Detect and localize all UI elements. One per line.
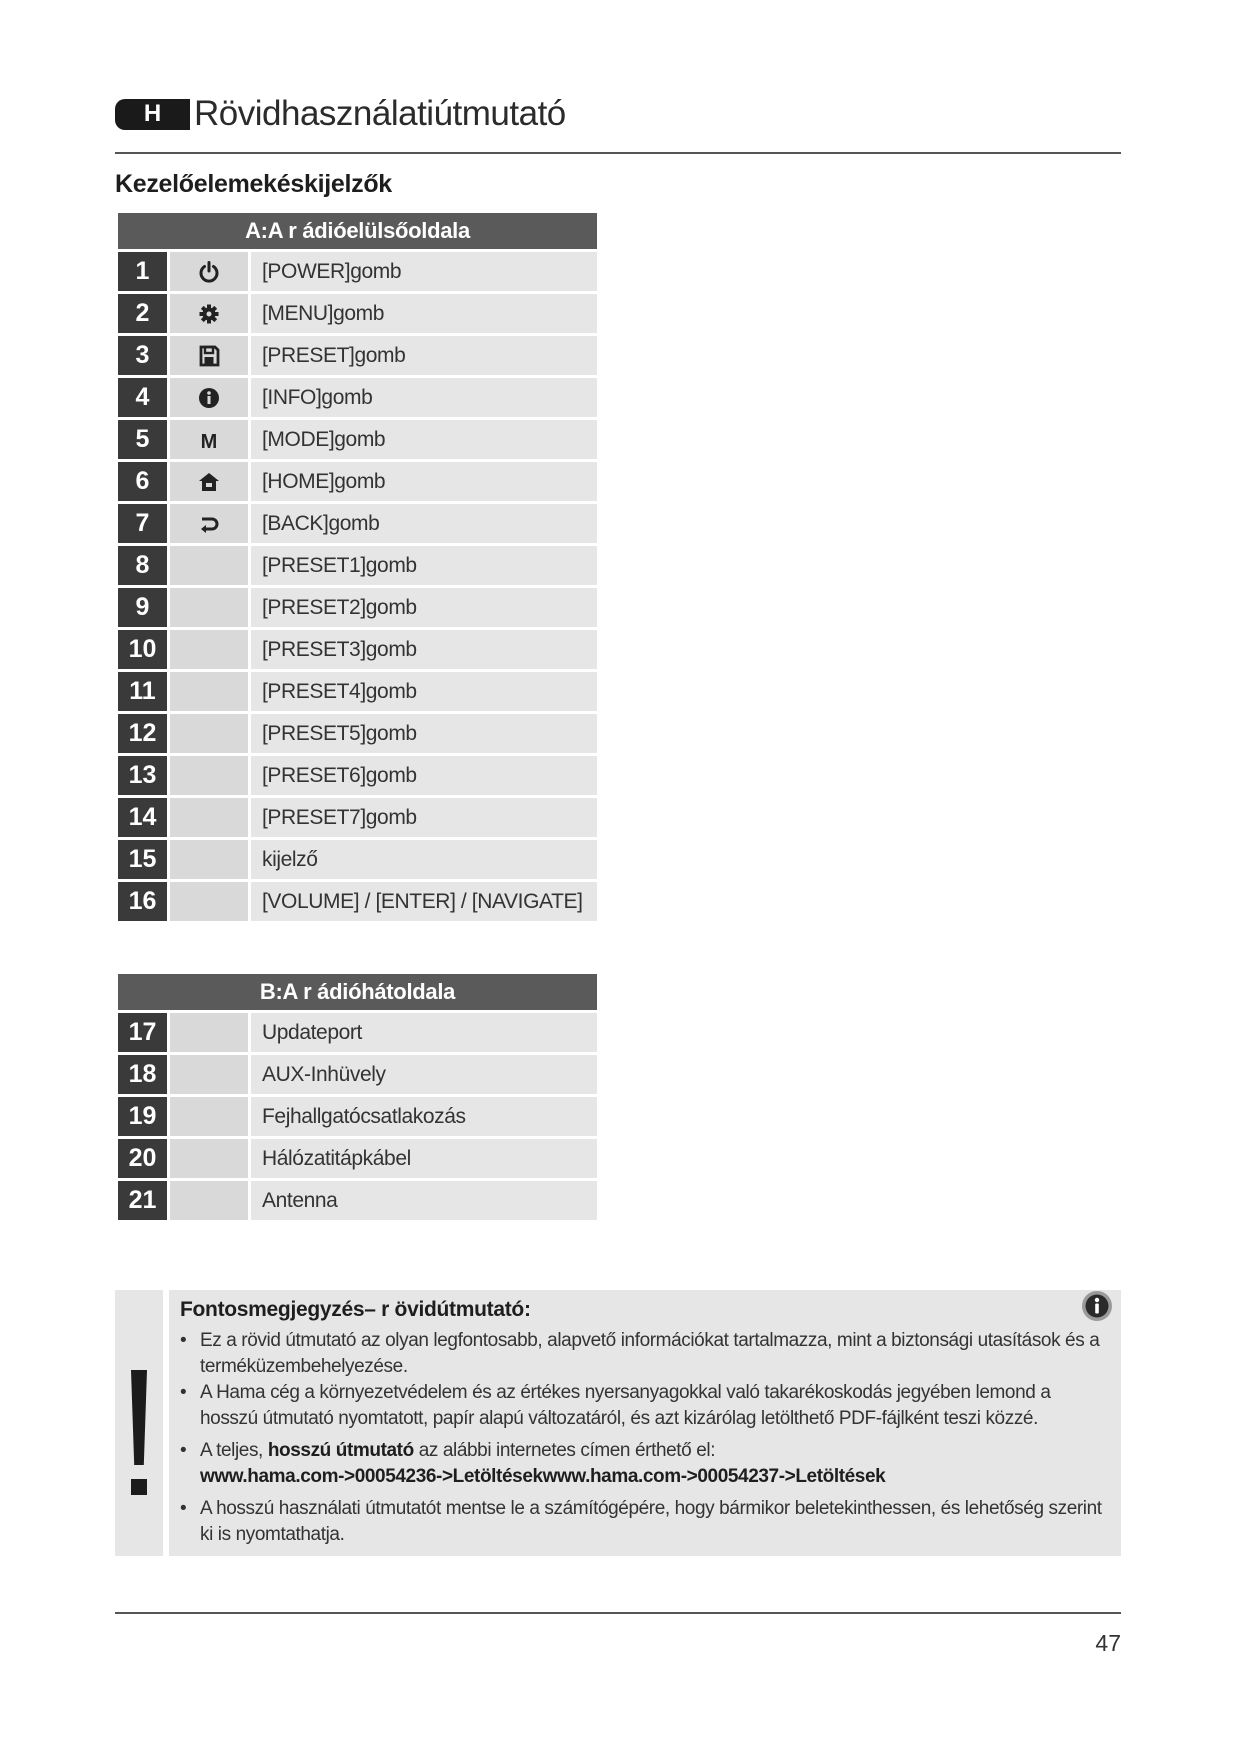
row-label: [BACK]gomb	[251, 504, 597, 543]
row-icon-cell	[170, 1055, 248, 1094]
table-row	[118, 1097, 597, 1136]
row-icon-cell	[170, 714, 248, 753]
table-row	[118, 504, 597, 543]
table-a-heading: A:A r ádióelülsőoldala	[118, 213, 597, 249]
important-note	[115, 1290, 1121, 1556]
row-icon-cell	[170, 588, 248, 627]
row-number: 6	[118, 462, 167, 501]
table-row	[118, 1055, 597, 1094]
row-number: 13	[118, 756, 167, 795]
row-icon-cell	[170, 462, 248, 501]
table-row	[118, 630, 597, 669]
row-label: [PRESET7]gomb	[251, 798, 597, 837]
row-number: 16	[118, 882, 167, 921]
row-icon-cell	[170, 630, 248, 669]
table-row	[118, 336, 597, 375]
row-icon-cell	[170, 672, 248, 711]
row-label: AUX-Inhüvely	[251, 1055, 597, 1094]
table-row	[118, 420, 597, 459]
table-row	[118, 882, 597, 921]
row-number: 10	[118, 630, 167, 669]
table-row	[118, 756, 597, 795]
row-icon-cell	[170, 294, 248, 333]
row-icon-cell	[170, 1097, 248, 1136]
table-row	[118, 1181, 597, 1220]
row-label: [PRESET3]gomb	[251, 630, 597, 669]
row-icon-cell	[170, 378, 248, 417]
table-row	[118, 546, 597, 585]
page-header	[115, 92, 566, 136]
power-icon	[197, 260, 221, 284]
row-number: 5	[118, 420, 167, 459]
row-label: Updateport	[251, 1013, 597, 1052]
table-row	[118, 588, 597, 627]
row-number: 12	[118, 714, 167, 753]
table-row	[118, 672, 597, 711]
row-icon-cell	[170, 336, 248, 375]
info-circle-icon	[1081, 1290, 1113, 1322]
row-icon-cell	[170, 840, 248, 879]
note-bullet-2: • A Hama cég a környezetvédelem és az értékes nyersanyagokkal való takarékoskodás jegyében lemond a hosszú útmutató nyomtatott, papír alapú változatáról, és azt kizárólag letölthető PDF-fájlként teszi közzé.	[180, 1382, 1051, 1429]
row-icon-cell	[170, 1013, 248, 1052]
row-label: Hálózatitápkábel	[251, 1139, 597, 1178]
row-number: 21	[118, 1181, 167, 1220]
row-label: [INFO]gomb	[251, 378, 597, 417]
row-label: [PRESET5]gomb	[251, 714, 597, 753]
row-label: Antenna	[251, 1181, 597, 1220]
row-label: [PRESET6]gomb	[251, 756, 597, 795]
gear-icon	[197, 302, 221, 326]
row-label: [MODE]gomb	[251, 420, 597, 459]
note-body	[169, 1290, 1121, 1556]
table-row	[118, 714, 597, 753]
note-warning-bar	[115, 1290, 163, 1556]
row-label: kijelző	[251, 840, 597, 879]
row-number: 14	[118, 798, 167, 837]
table-row	[118, 1013, 597, 1052]
row-icon-cell	[170, 546, 248, 585]
note-bullet-1: • Ez a rövid útmutató az olyan legfontosabb, alapvető információkat tartalmazza, mint a biztonsági utasítások és a terméküzembehelyezése.	[180, 1330, 1100, 1377]
mode-icon	[197, 428, 221, 452]
home-icon	[197, 470, 221, 494]
row-icon-cell	[170, 252, 248, 291]
row-number: 20	[118, 1139, 167, 1178]
row-icon-cell	[170, 1181, 248, 1220]
row-number: 15	[118, 840, 167, 879]
header-divider	[115, 152, 1121, 154]
row-label: [PRESET]gomb	[251, 336, 597, 375]
table-b-heading: B:A r ádióhátoldala	[118, 974, 597, 1010]
row-label: [PRESET4]gomb	[251, 672, 597, 711]
note-bullet-3: • A teljes, hosszú útmutató az alábbi internetes címen érthető el: www.hama.com->00054236->Letöltésekwww.hama.com->00054237->Letöltések	[180, 1440, 886, 1487]
row-number: 18	[118, 1055, 167, 1094]
download-link[interactable]: www.hama.com->00054236->Letöltésekwww.hama.com->00054237->Letöltések	[200, 1466, 886, 1487]
info-icon	[197, 386, 221, 410]
save-icon	[197, 344, 221, 368]
table-front-panel	[118, 213, 597, 924]
row-number: 3	[118, 336, 167, 375]
table-row	[118, 1139, 597, 1178]
row-label: Fejhallgatócsatlakozás	[251, 1097, 597, 1136]
table-row	[118, 252, 597, 291]
table-back-panel	[118, 974, 597, 1223]
language-badge: H	[115, 99, 190, 130]
page-number: 47	[1095, 1630, 1121, 1656]
row-icon-cell	[170, 1139, 248, 1178]
footer-divider	[115, 1612, 1121, 1614]
exclamation-icon	[130, 1370, 148, 1495]
row-number: 17	[118, 1013, 167, 1052]
row-number: 2	[118, 294, 167, 333]
row-icon-cell	[170, 798, 248, 837]
row-number: 11	[118, 672, 167, 711]
table-row	[118, 840, 597, 879]
row-icon-cell	[170, 882, 248, 921]
row-icon-cell	[170, 756, 248, 795]
row-number: 9	[118, 588, 167, 627]
row-label: [POWER]gomb	[251, 252, 597, 291]
row-number: 19	[118, 1097, 167, 1136]
row-icon-cell	[170, 420, 248, 459]
note-title: Fontosmegjegyzés– r övidútmutató:	[180, 1298, 531, 1321]
svg-text:M: M	[200, 430, 218, 452]
row-icon-cell	[170, 504, 248, 543]
table-row	[118, 462, 597, 501]
row-number: 8	[118, 546, 167, 585]
note-bullet-4: • A hosszú használati útmutatót mentse le a számítógépére, hogy bármikor beletekinthessen, és lehetőség szerint ki is nyomtathatja.	[180, 1498, 1102, 1545]
back-icon	[197, 512, 221, 536]
row-label: [VOLUME] / [ENTER] / [NAVIGATE]	[251, 882, 597, 921]
row-label: [MENU]gomb	[251, 294, 597, 333]
table-row	[118, 798, 597, 837]
row-number: 1	[118, 252, 167, 291]
row-number: 4	[118, 378, 167, 417]
table-row	[118, 294, 597, 333]
table-row	[118, 378, 597, 417]
page-title: Rövidhasználatiútmutató	[194, 94, 566, 133]
row-number: 7	[118, 504, 167, 543]
row-label: [PRESET1]gomb	[251, 546, 597, 585]
row-label: [PRESET2]gomb	[251, 588, 597, 627]
row-label: [HOME]gomb	[251, 462, 597, 501]
section-title: Kezelőelemekéskijelzők	[115, 170, 392, 198]
